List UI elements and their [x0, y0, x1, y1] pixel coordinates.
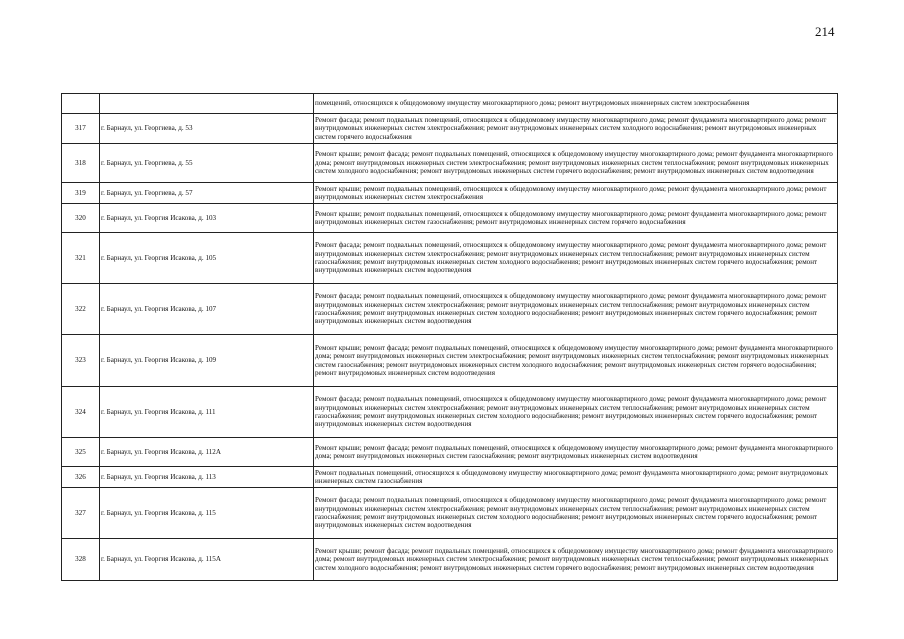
row-number: 324 — [62, 387, 100, 438]
row-address: г. Барнаул, ул. Георгия Исакова, д. 111 — [100, 387, 314, 438]
row-address: г. Барнаул, ул. Георгиева, д. 53 — [100, 114, 314, 144]
row-address: г. Барнаул, ул. Георгиева, д. 57 — [100, 183, 314, 204]
row-address: г. Барнаул, ул. Георгия Исакова, д. 115А — [100, 539, 314, 581]
row-works: Ремонт фасада; ремонт подвальных помещений, относящихся к общедомовому имуществу многоквартирного дома; ремонт фундамента многоквартирного дома; ремонт внутридомовых инженерных систем электроснабжения; ремонт внутридомовых инженерных систем теплоснабжения; ремонт внутридомовых инженерных систем газоснабжения; ремонт внутридомовых инженерных систем холодного водоснабжения; ремонт внутридомовых инженерных систем горячего водоснабжения; ремонт внутридомовых инженерных систем водоотведения — [314, 488, 838, 539]
row-number: 326 — [62, 467, 100, 488]
row-works: Ремонт крыши; ремонт подвальных помещений, относящихся к общедомовому имуществу многоквартирного дома; ремонт фундамента многоквартирного дома; ремонт внутридомовых инженерных систем электроснабжения — [314, 183, 838, 204]
row-number: 321 — [62, 233, 100, 284]
row-number: 322 — [62, 284, 100, 335]
row-address: г. Барнаул, ул. Георгия Исакова, д. 109 — [100, 335, 314, 387]
table-row — [62, 94, 838, 114]
row-address — [100, 94, 314, 114]
row-address: г. Барнаул, ул. Георгиева, д. 55 — [100, 144, 314, 183]
row-number: 328 — [62, 539, 100, 581]
row-address: г. Барнаул, ул. Георгия Исакова, д. 112А — [100, 438, 314, 467]
table-row — [62, 438, 838, 467]
row-number: 325 — [62, 438, 100, 467]
row-works: Ремонт подвальных помещений, относящихся к общедомовому имуществу многоквартирного дома; ремонт фундамента многоквартирного дома; ремонт внутридомовых инженерных систем газоснабжения — [314, 467, 838, 488]
works-table — [61, 93, 838, 581]
row-address: г. Барнаул, ул. Георгия Исакова, д. 115 — [100, 488, 314, 539]
row-works: Ремонт фасада; ремонт подвальных помещений, относящихся к общедомовому имуществу многоквартирного дома; ремонт фундамента многоквартирного дома; ремонт внутридомовых инженерных систем электроснабжения; ремонт внутридомовых инженерных систем холодного водоснабжения; ремонт внутридомовых инженерных систем горячего водоснабжения — [314, 114, 838, 144]
row-works: Ремонт крыши; ремонт подвальных помещений, относящихся к общедомовому имуществу многоквартирного дома; ремонт фундамента многоквартирного дома; ремонт внутридомовых инженерных систем газоснабжения; ремонт внутридомовых инженерных систем горячего водоснабжения — [314, 204, 838, 233]
row-number — [62, 94, 100, 114]
table-row — [62, 467, 838, 488]
table-row — [62, 284, 838, 335]
row-works: Ремонт крыши; ремонт фасада; ремонт подвальных помещений, относящихся к общедомовому имуществу многоквартирного дома; ремонт фундамента многоквартирного дома; ремонт внутридомовых инженерных систем электроснабжения; ремонт внутридомовых инженерных систем теплоснабжения; ремонт внутридомовых инженерных систем холодного водоснабжения; ремонт внутридомовых инженерных систем горячего водоснабжения; ремонт внутридомовых инженерных систем водоотведения — [314, 144, 838, 183]
row-number: 320 — [62, 204, 100, 233]
row-number: 327 — [62, 488, 100, 539]
row-address: г. Барнаул, ул. Георгия Исакова, д. 103 — [100, 204, 314, 233]
table-row — [62, 204, 838, 233]
table-row — [62, 183, 838, 204]
row-works: помещений, относящихся к общедомовому имуществу многоквартирного дома; ремонт внутридомовых инженерных систем электроснабжения — [314, 94, 838, 114]
row-works: Ремонт фасада; ремонт подвальных помещений, относящихся к общедомовому имуществу многоквартирного дома; ремонт фундамента многоквартирного дома; ремонт внутридомовых инженерных систем электроснабжения; ремонт внутридомовых инженерных систем теплоснабжения; ремонт внутридомовых инженерных систем газоснабжения; ремонт внутридомовых инженерных систем холодного водоснабжения; ремонт внутридомовых инженерных систем горячего водоснабжения; ремонт внутридомовых инженерных систем водоотведения — [314, 284, 838, 335]
row-number: 319 — [62, 183, 100, 204]
table-row — [62, 488, 838, 539]
table-row — [62, 387, 838, 438]
row-number: 323 — [62, 335, 100, 387]
row-address: г. Барнаул, ул. Георгия Исакова, д. 107 — [100, 284, 314, 335]
row-address: г. Барнаул, ул. Георгия Исакова, д. 105 — [100, 233, 314, 284]
row-works: Ремонт фасада; ремонт подвальных помещений, относящихся к общедомовому имуществу многоквартирного дома; ремонт фундамента многоквартирного дома; ремонт внутридомовых инженерных систем электроснабжения; ремонт внутридомовых инженерных систем теплоснабжения; ремонт внутридомовых инженерных систем газоснабжения; ремонт внутридомовых инженерных систем холодного водоснабжения; ремонт внутридомовых инженерных систем горячего водоснабжения; ремонт внутридомовых инженерных систем водоотведения — [314, 387, 838, 438]
table-row — [62, 144, 838, 183]
row-address: г. Барнаул, ул. Георгия Исакова, д. 113 — [100, 467, 314, 488]
table-row — [62, 539, 838, 581]
page-number: 214 — [815, 24, 835, 39]
row-works: Ремонт крыши; ремонт фасада; ремонт подвальных помещений, относящихся к общедомовому имуществу многоквартирного дома; ремонт фундамента многоквартирного дома; ремонт внутридомовых инженерных систем электроснабжения; ремонт внутридомовых инженерных систем теплоснабжения; ремонт внутридомовых инженерных систем газоснабжения; ремонт внутридомовых инженерных систем холодного водоснабжения; ремонт внутридомовых инженерных систем горячего водоснабжения; ремонт внутридомовых инженерных систем водоотведения — [314, 335, 838, 387]
row-works: Ремонт крыши; ремонт фасада; ремонт подвальных помещений, относящихся к общедомовому имуществу многоквартирного дома; ремонт фундамента многоквартирного дома; ремонт внутридомовых инженерных систем газоснабжения; ремонт внутридомовых инженерных систем водоотведения — [314, 438, 838, 467]
table-row — [62, 335, 838, 387]
table-row — [62, 114, 838, 144]
table-row — [62, 233, 838, 284]
row-works: Ремонт крыши; ремонт фасада; ремонт подвальных помещений, относящихся к общедомовому имуществу многоквартирного дома; ремонт фундамента многоквартирного дома; ремонт внутридомовых инженерных систем электроснабжения; ремонт внутридомовых инженерных систем теплоснабжения; ремонт внутридомовых инженерных систем холодного водоснабжения; ремонт внутридомовых инженерных систем горячего водоснабжения; ремонт внутридомовых инженерных систем водоотведения — [314, 539, 838, 581]
row-number: 318 — [62, 144, 100, 183]
row-works: Ремонт фасада; ремонт подвальных помещений, относящихся к общедомовому имуществу многоквартирного дома; ремонт фундамента многоквартирного дома; ремонт внутридомовых инженерных систем электроснабжения; ремонт внутридомовых инженерных систем теплоснабжения; ремонт внутридомовых инженерных систем газоснабжения; ремонт внутридомовых инженерных систем холодного водоснабжения; ремонт внутридомовых инженерных систем горячего водоснабжения; ремонт внутридомовых инженерных систем водоотведения — [314, 233, 838, 284]
row-number: 317 — [62, 114, 100, 144]
